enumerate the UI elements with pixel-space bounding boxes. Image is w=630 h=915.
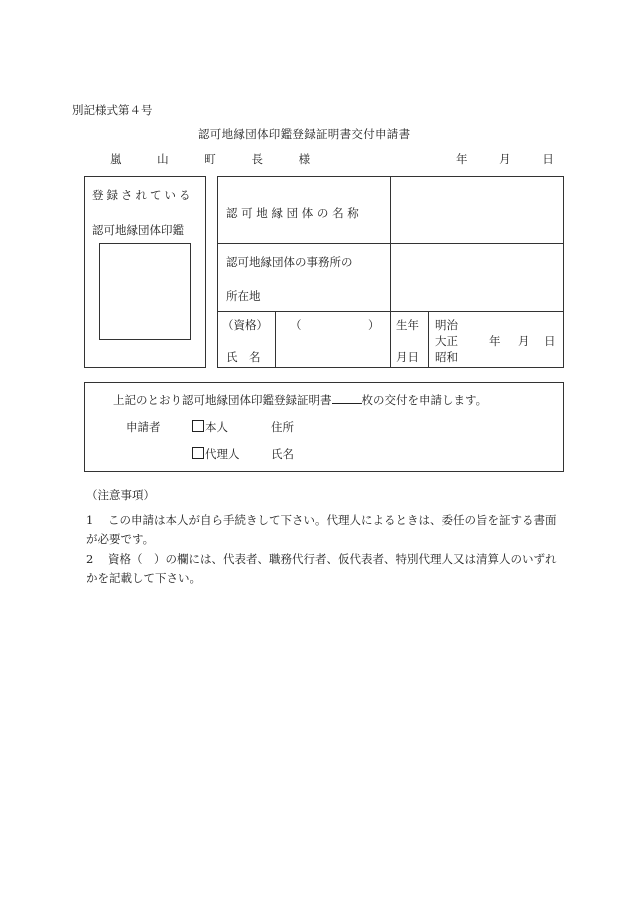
birth-month-label: 月	[518, 334, 530, 348]
note-1-text: この申請は本人が自ら手続きして下さい。代理人によるときは、委任の旨を証する書面が必要です。	[86, 513, 557, 546]
addressee: 嵐 山 町 長 様	[110, 152, 327, 166]
note-1-number: 1	[86, 513, 94, 527]
qualification-open-paren: （	[290, 318, 302, 332]
date-day-label: 日	[542, 152, 554, 166]
birthdate-field[interactable]	[429, 312, 564, 368]
qualification-label: （資格）	[222, 318, 268, 332]
document-title: 認可地縁団体印鑑登録証明書交付申請書	[198, 127, 411, 141]
application-sentence	[113, 392, 487, 408]
agent-option[interactable]	[192, 446, 240, 462]
qualification-close-paren: ）	[368, 318, 380, 332]
date-year-label: 年	[456, 152, 468, 166]
note-2-number: 2	[86, 552, 94, 566]
applicant-label: 申請者	[126, 420, 161, 434]
birth-year-label: 年	[489, 334, 501, 348]
seal-imprint-area[interactable]	[99, 243, 191, 340]
agent-label: 代理人	[205, 447, 240, 461]
era-showa: 昭和	[435, 350, 458, 364]
note-item-1	[86, 511, 566, 549]
birth-label-2: 月日	[396, 350, 419, 364]
notes-heading: （注意事項）	[86, 488, 155, 502]
application-sentence-before: 上記のとおり認可地縁団体印鑑登録証明書	[113, 393, 332, 407]
self-label: 本人	[205, 420, 228, 434]
note-item-2	[86, 550, 566, 588]
era-meiji: 明治	[435, 318, 458, 332]
birth-day-label: 日	[544, 334, 556, 348]
application-sentence-after: 枚の交付を申請します。	[361, 393, 488, 407]
copies-blank[interactable]	[332, 392, 362, 404]
representative-field[interactable]	[276, 312, 391, 368]
self-checkbox[interactable]	[192, 420, 204, 432]
organization-info-table	[217, 176, 564, 368]
org-office-label-cell	[218, 244, 391, 312]
address-label: 住所	[271, 420, 294, 434]
birthdate-label-cell	[391, 312, 429, 368]
name-label: 氏名	[271, 447, 294, 461]
org-name-label: 認 可 地 縁 団 体 の 名 称	[226, 206, 359, 220]
org-name-field[interactable]	[391, 177, 564, 244]
org-office-label-1: 認可地縁団体の事務所の	[226, 255, 353, 269]
application-box	[84, 382, 564, 472]
self-option[interactable]	[192, 419, 228, 435]
representative-label-cell	[218, 312, 276, 368]
note-2-text: 資格（ ）の欄には、代表者、職務代行者、仮代表者、特別代理人又は清算人のいずれかを記載して下さい。	[86, 552, 557, 585]
birth-label-1: 生年	[396, 318, 419, 332]
representative-name-label: 氏 名	[226, 350, 261, 364]
seal-box-label-2: 認可地縁団体印鑑	[92, 223, 184, 237]
seal-box	[84, 176, 206, 368]
form-number: 別記様式第４号	[72, 103, 153, 117]
agent-checkbox[interactable]	[192, 447, 204, 459]
org-office-address-field[interactable]	[391, 244, 564, 312]
seal-box-label-1: 登録されている	[92, 188, 194, 202]
era-taisho: 大正	[435, 334, 458, 348]
org-office-label-2: 所在地	[226, 289, 261, 303]
date-month-label: 月	[499, 152, 511, 166]
application-date	[456, 151, 554, 167]
org-name-label-cell	[218, 177, 391, 244]
